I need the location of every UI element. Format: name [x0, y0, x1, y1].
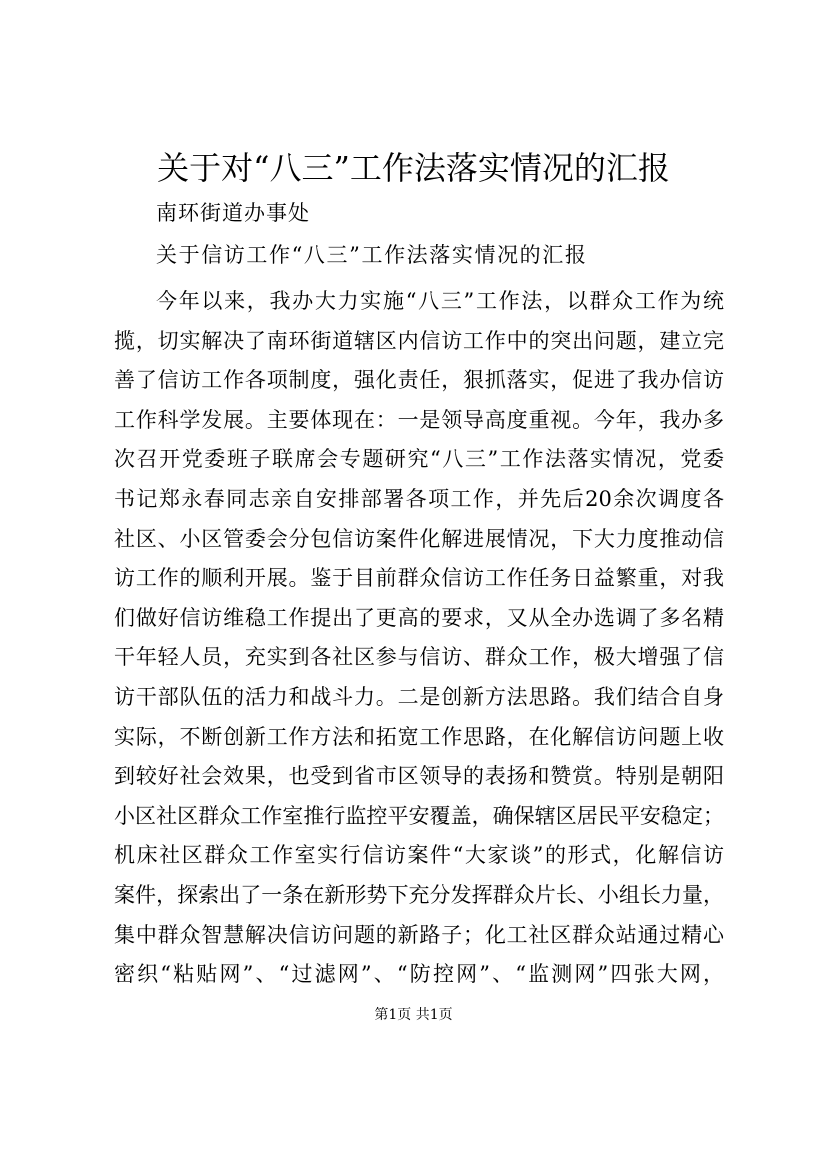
body-line: 今年以来，我办大力实施“八三”工作法，以群众工作为统 [156, 289, 724, 313]
body-line: 机床社区群众工作室实行信访案件“大家谈”的形式，化解信访 [114, 843, 724, 868]
body-line: 们做好信访维稳工作提出了更高的要求，又从全办选调了多名精 [114, 605, 724, 630]
document-subtitle: 关于信访工作“八三”工作法落实情况的汇报 [156, 243, 588, 267]
body-line: 社区、小区管委会分包信访案件化解进展情况，下大力度推动信 [114, 526, 724, 551]
body-line: 集中群众智慧解决信访问题的新路子；化工社区群众站通过精心 [114, 922, 724, 947]
body-paragraph [114, 282, 724, 995]
body-line: 干年轻人员，充实到各社区参与信访、群众工作，极大增强了信 [114, 645, 724, 670]
body-line: 次召开党委班子联席会专题研究“八三”工作法落实情况，党委 [114, 447, 724, 472]
body-line: 密织“粘贴网”、“过滤网”、“防控网”、“监测网”四张大网， [114, 962, 724, 987]
body-line: 书记郑永春同志亲自安排部署各项工作，并先后20余次调度各 [114, 486, 724, 511]
body-line: 小区社区群众工作室推行监控平安覆盖，确保辖区居民平安稳定； [114, 803, 724, 828]
body-line: 揽，切实解决了南环街道辖区内信访工作中的突出问题，建立完 [114, 328, 724, 353]
body-line: 访干部队伍的活力和战斗力。二是创新方法思路。我们结合自身 [114, 684, 724, 709]
page-footer: 第1页 共1页 [374, 1007, 453, 1023]
body-line: 案件，探索出了一条在新形势下充分发挥群众片长、小组长力量， [114, 882, 724, 907]
body-line: 实际，不断创新工作方法和拓宽工作思路，在化解信访问题上收 [114, 724, 724, 749]
body-line: 善了信访工作各项制度，强化责任，狠抓落实，促进了我办信访 [114, 368, 724, 393]
organization-name: 南环街道办事处 [156, 201, 310, 225]
body-line: 访工作的顺利开展。鉴于目前群众信访工作任务日益繁重，对我 [114, 566, 724, 591]
document-title: 关于对“八三”工作法落实情况的汇报 [157, 149, 670, 187]
body-line: 到较好社会效果，也受到省市区领导的表扬和赞赏。特别是朝阳 [114, 764, 724, 789]
body-line: 工作科学发展。主要体现在：一是领导高度重视。今年，我办多 [114, 407, 724, 432]
